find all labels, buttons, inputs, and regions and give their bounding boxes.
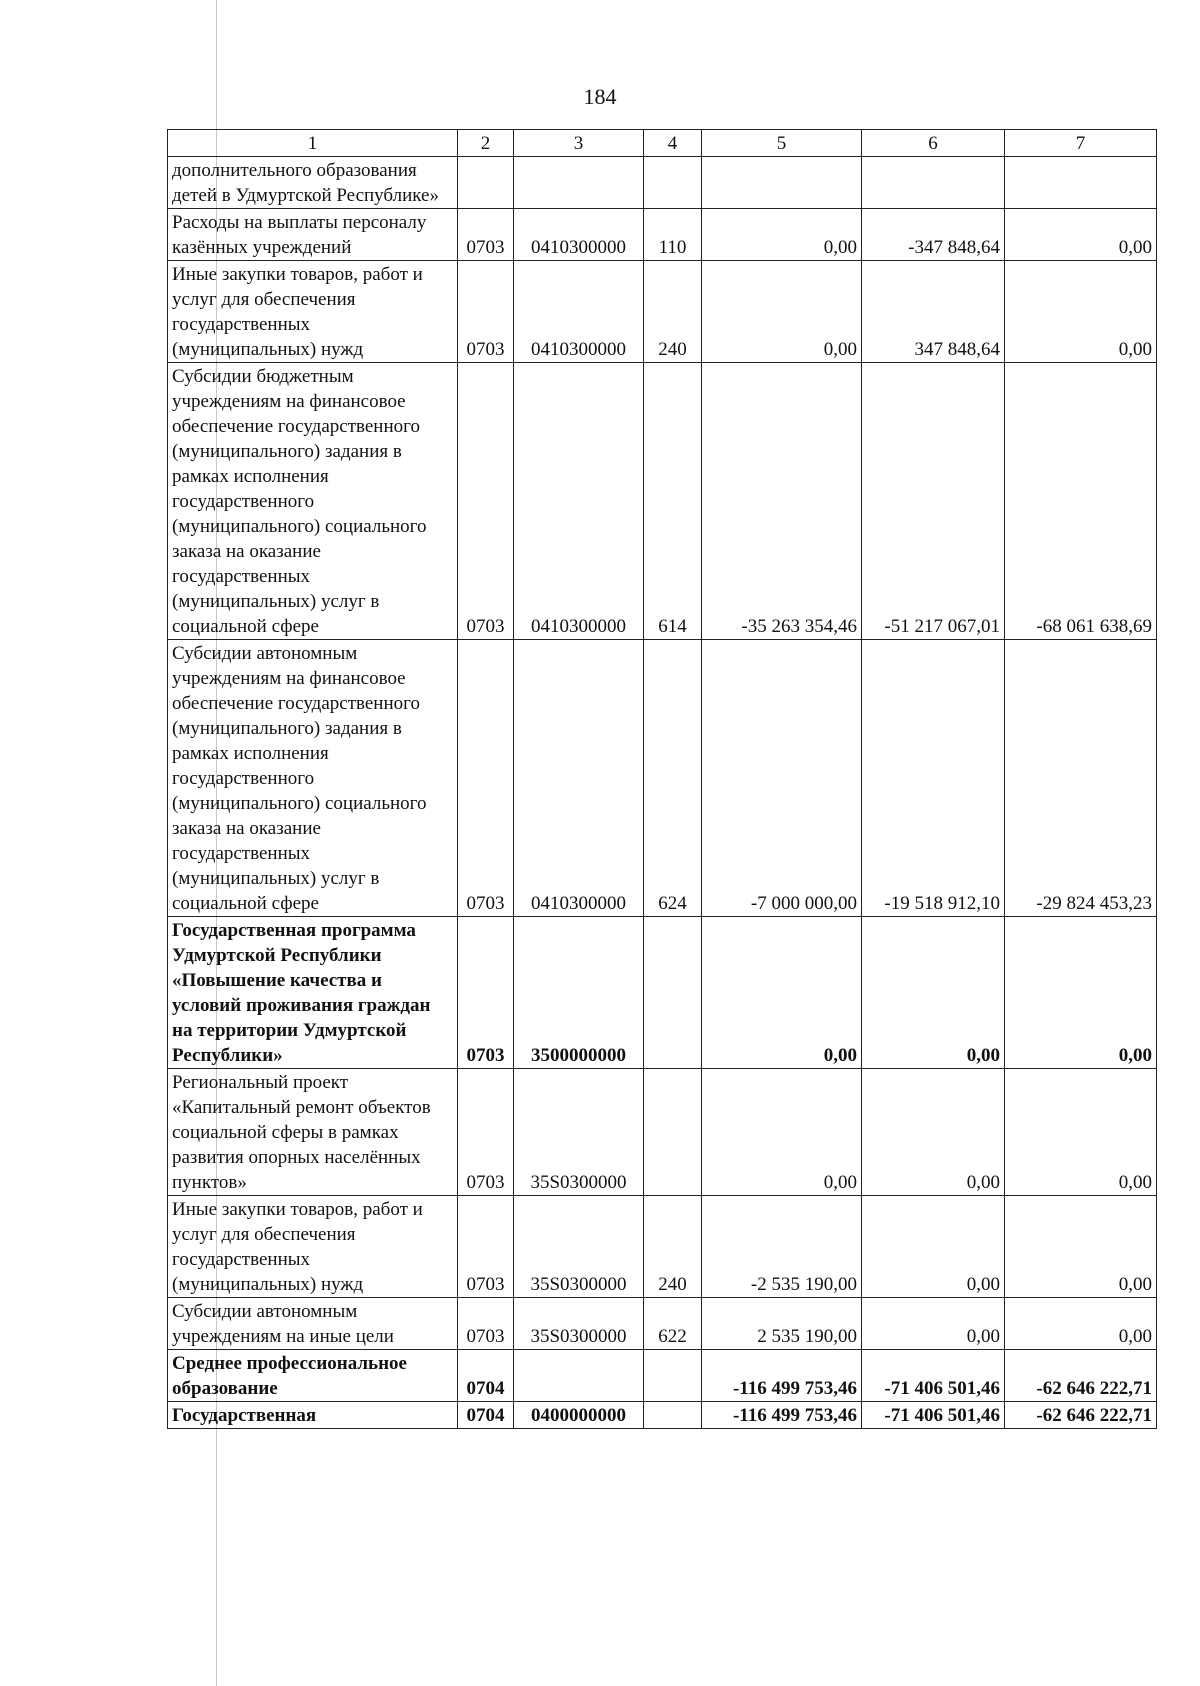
table-row xyxy=(168,209,1157,261)
amount-col7-cell xyxy=(1005,157,1157,209)
table-row xyxy=(168,261,1157,363)
amount-col6-cell: -19 518 912,10 xyxy=(862,640,1005,917)
amount-col6-cell: -51 217 067,01 xyxy=(862,363,1005,640)
amount-col6-cell: 0,00 xyxy=(862,1196,1005,1298)
amount-col5-cell: -116 499 753,46 xyxy=(702,1402,862,1429)
expense-type-cell: 110 xyxy=(644,209,702,261)
section-code-cell: 0703 xyxy=(458,261,514,363)
header-cell: 5 xyxy=(702,130,862,157)
section-code-cell: 0703 xyxy=(458,1196,514,1298)
amount-col5-cell: 0,00 xyxy=(702,1069,862,1196)
row-name-cell: Субсидии бюджетным учреждениям на финансовое обеспечение государственного (муниципального) задания в рамках исполнения государственного (муниципального) социального заказа на оказание государственных (муниципальных) услуг в социальной сфере xyxy=(168,363,458,640)
target-code-cell: 0400000000 xyxy=(514,1402,644,1429)
amount-col7-cell: -29 824 453,23 xyxy=(1005,640,1157,917)
target-code-cell: 3500000000 xyxy=(514,917,644,1069)
section-code-cell: 0703 xyxy=(458,363,514,640)
header-cell: 4 xyxy=(644,130,702,157)
amount-col5-cell: 2 535 190,00 xyxy=(702,1298,862,1350)
table-row xyxy=(168,157,1157,209)
target-code-cell: 35S0300000 xyxy=(514,1196,644,1298)
header-cell: 3 xyxy=(514,130,644,157)
amount-col6-cell: 0,00 xyxy=(862,917,1005,1069)
amount-col6-cell: -347 848,64 xyxy=(862,209,1005,261)
amount-col5-cell: -35 263 354,46 xyxy=(702,363,862,640)
row-name-cell: дополнительного образования детей в Удмуртской Республике» xyxy=(168,157,458,209)
header-cell: 7 xyxy=(1005,130,1157,157)
row-name-cell: Государственная программа Удмуртской Республики «Повышение качества и условий проживания граждан на территории Удмуртской Республики» xyxy=(168,917,458,1069)
table-row xyxy=(168,1196,1157,1298)
row-name-cell: Среднее профессиональное образование xyxy=(168,1350,458,1402)
amount-col5-cell: 0,00 xyxy=(702,917,862,1069)
amount-col5-cell: 0,00 xyxy=(702,261,862,363)
table-row xyxy=(168,917,1157,1069)
row-name-cell: Региональный проект «Капитальный ремонт объектов социальной сферы в рамках развития опорных населённых пунктов» xyxy=(168,1069,458,1196)
expense-type-cell xyxy=(644,157,702,209)
target-code-cell: 0410300000 xyxy=(514,640,644,917)
section-code-cell: 0704 xyxy=(458,1402,514,1429)
target-code-cell: 0410300000 xyxy=(514,261,644,363)
page-number: 184 xyxy=(583,84,617,109)
amount-col5-cell: 0,00 xyxy=(702,209,862,261)
row-name-cell: Государственная xyxy=(168,1402,458,1429)
amount-col6-cell: -71 406 501,46 xyxy=(862,1402,1005,1429)
row-name-cell: Субсидии автономным учреждениям на финансовое обеспечение государственного (муниципального) задания в рамках исполнения государственного (муниципального) социального заказа на оказание государственных (муниципальных) услуг в социальной сфере xyxy=(168,640,458,917)
section-code-cell: 0703 xyxy=(458,1298,514,1350)
expense-type-cell: 240 xyxy=(644,1196,702,1298)
amount-col5-cell: -116 499 753,46 xyxy=(702,1350,862,1402)
amount-col6-cell: 0,00 xyxy=(862,1298,1005,1350)
amount-col7-cell: 0,00 xyxy=(1005,209,1157,261)
target-code-cell: 0410300000 xyxy=(514,209,644,261)
expense-type-cell: 614 xyxy=(644,363,702,640)
amount-col7-cell: 0,00 xyxy=(1005,1069,1157,1196)
amount-col6-cell: -71 406 501,46 xyxy=(862,1350,1005,1402)
expense-type-cell: 624 xyxy=(644,640,702,917)
section-code-cell: 0703 xyxy=(458,209,514,261)
section-code-cell xyxy=(458,157,514,209)
amount-col7-cell: 0,00 xyxy=(1005,1196,1157,1298)
header-cell: 6 xyxy=(862,130,1005,157)
row-name-cell: Субсидии автономным учреждениям на иные цели xyxy=(168,1298,458,1350)
section-code-cell: 0703 xyxy=(458,640,514,917)
table-body xyxy=(168,130,1157,1429)
table-row xyxy=(168,1298,1157,1350)
amount-col7-cell: -62 646 222,71 xyxy=(1005,1350,1157,1402)
target-code-cell xyxy=(514,157,644,209)
row-name-cell: Иные закупки товаров, работ и услуг для обеспечения государственных (муниципальных) нужд xyxy=(168,1196,458,1298)
target-code-cell: 35S0300000 xyxy=(514,1069,644,1196)
amount-col6-cell: 347 848,64 xyxy=(862,261,1005,363)
table-row xyxy=(168,640,1157,917)
row-name-cell: Расходы на выплаты персоналу казённых учреждений xyxy=(168,209,458,261)
amount-col7-cell: -62 646 222,71 xyxy=(1005,1402,1157,1429)
expense-type-cell xyxy=(644,1402,702,1429)
amount-col5-cell: -2 535 190,00 xyxy=(702,1196,862,1298)
expense-type-cell: 622 xyxy=(644,1298,702,1350)
amount-col7-cell: -68 061 638,69 xyxy=(1005,363,1157,640)
target-code-cell: 0410300000 xyxy=(514,363,644,640)
header-cell: 2 xyxy=(458,130,514,157)
table-row xyxy=(168,1350,1157,1402)
row-name-cell: Иные закупки товаров, работ и услуг для обеспечения государственных (муниципальных) нужд xyxy=(168,261,458,363)
amount-col5-cell xyxy=(702,157,862,209)
table-header-row xyxy=(168,130,1157,157)
table-row xyxy=(168,1402,1157,1429)
amount-col5-cell: -7 000 000,00 xyxy=(702,640,862,917)
expense-type-cell xyxy=(644,1069,702,1196)
table-row xyxy=(168,1069,1157,1196)
target-code-cell xyxy=(514,1350,644,1402)
amount-col6-cell xyxy=(862,157,1005,209)
budget-table xyxy=(167,129,1157,1429)
section-code-cell: 0703 xyxy=(458,1069,514,1196)
section-code-cell: 0704 xyxy=(458,1350,514,1402)
header-cell: 1 xyxy=(168,130,458,157)
amount-col6-cell: 0,00 xyxy=(862,1069,1005,1196)
expense-type-cell xyxy=(644,1350,702,1402)
amount-col7-cell: 0,00 xyxy=(1005,1298,1157,1350)
amount-col7-cell: 0,00 xyxy=(1005,917,1157,1069)
table-row xyxy=(168,363,1157,640)
section-code-cell: 0703 xyxy=(458,917,514,1069)
expense-type-cell: 240 xyxy=(644,261,702,363)
amount-col7-cell: 0,00 xyxy=(1005,261,1157,363)
target-code-cell: 35S0300000 xyxy=(514,1298,644,1350)
expense-type-cell xyxy=(644,917,702,1069)
